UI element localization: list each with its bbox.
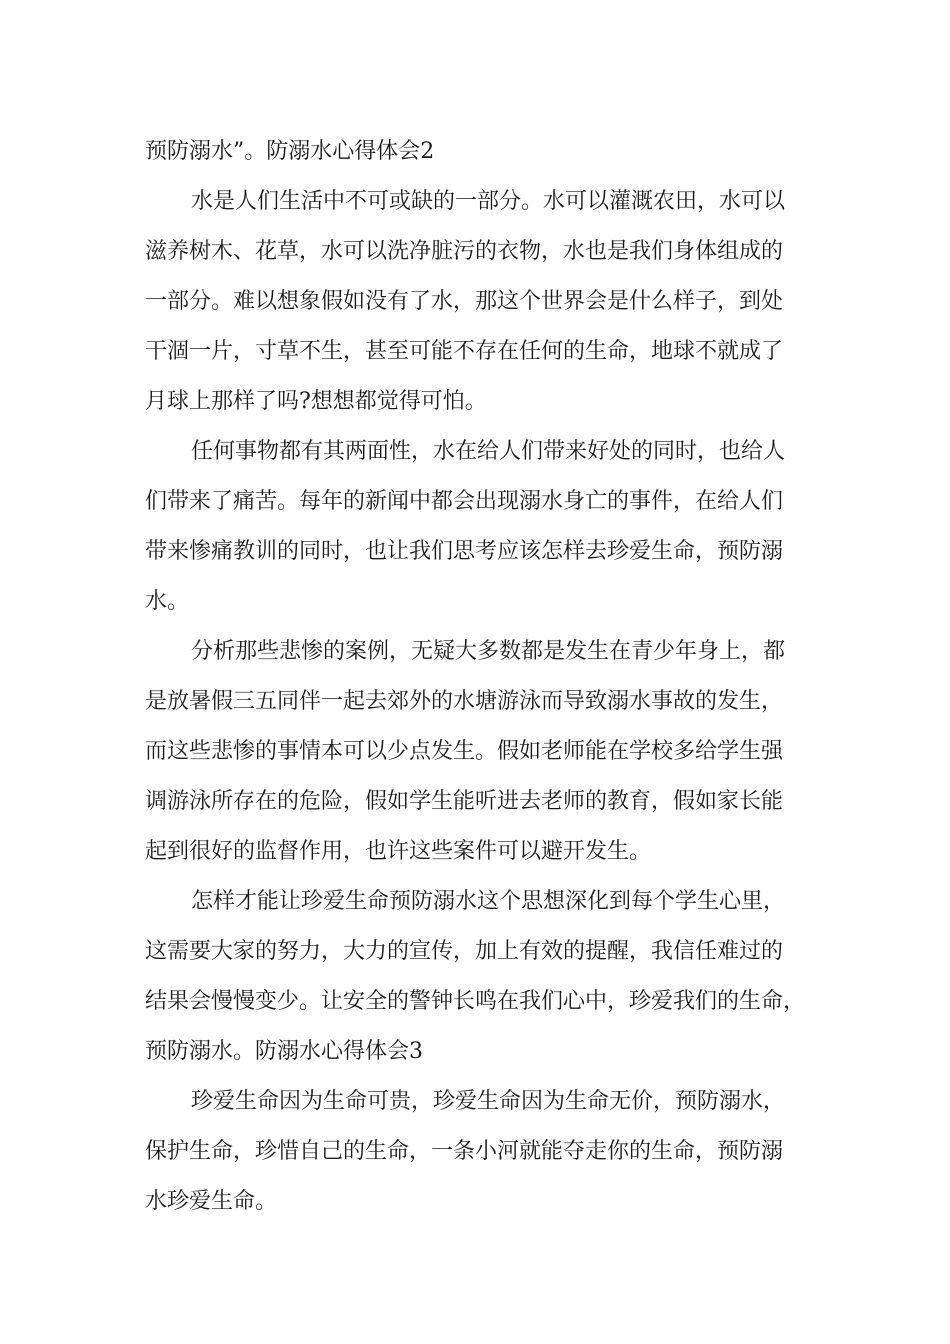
text-line: 水珍爱生命。 — [145, 1189, 278, 1214]
text-line: 而这些悲惨的事情本可以少点发生。假如老师能在学校多给学生强 — [145, 739, 784, 764]
text-line: 带来惨痛教训的同时，也让我们思考应该怎样去珍爱生命，预防溺 — [145, 539, 784, 564]
text-line: 是放暑假三五同伴一起去郊外的水塘游泳而导致溺水事故的发生， — [145, 689, 784, 714]
text-line: 分析那些悲惨的案例，无疑大多数都是发生在青少年身上，都 — [191, 639, 786, 664]
text-line: 预防溺水”。防溺水心得体会2 — [145, 139, 435, 164]
text-line: 怎样才能让珍爱生命预防溺水这个思想深化到每个学生心里， — [191, 889, 786, 914]
text-line: 珍爱生命因为生命可贵，珍爱生命因为生命无价，预防溺水， — [191, 1089, 786, 1114]
text-line: 结果会慢慢变少。让安全的警钟长鸣在我们心中，珍爱我们的生命， — [145, 989, 806, 1014]
document-body — [145, 127, 825, 1227]
text-line: 保护生命，珍惜自己的生命，一条小河就能夺走你的生命，预防溺 — [145, 1139, 784, 1164]
text-line: 滋养树木、花草，水可以洗净脏污的衣物，水也是我们身体组成的 — [145, 239, 784, 264]
text-line: 起到很好的监督作用，也许这些案件可以避开发生。 — [145, 839, 652, 864]
text-line: 干涸一片，寸草不生，甚至可能不存在任何的生命，地球不就成了 — [145, 339, 784, 364]
text-line: 水。 — [145, 589, 190, 614]
text-line: 水是人们生活中不可或缺的一部分。水可以灌溉农田，水可以 — [191, 189, 786, 214]
text-line: 调游泳所存在的危险，假如学生能听进去老师的教育，假如家长能 — [145, 789, 784, 814]
text-line: 任何事物都有其两面性，水在给人们带来好处的同时，也给人 — [191, 439, 786, 464]
text-line: 这需要大家的努力，大力的宣传，加上有效的提醒，我信任难过的 — [145, 939, 784, 964]
text-line: 一部分。难以想象假如没有了水，那这个世界会是什么样子，到处 — [145, 289, 784, 314]
text-line: 们带来了痛苦。每年的新闻中都会出现溺水身亡的事件，在给人们 — [145, 489, 784, 514]
text-line: 月球上那样了吗?想想都觉得可怕。 — [145, 389, 487, 414]
text-line: 预防溺水。防溺水心得体会3 — [145, 1039, 423, 1064]
